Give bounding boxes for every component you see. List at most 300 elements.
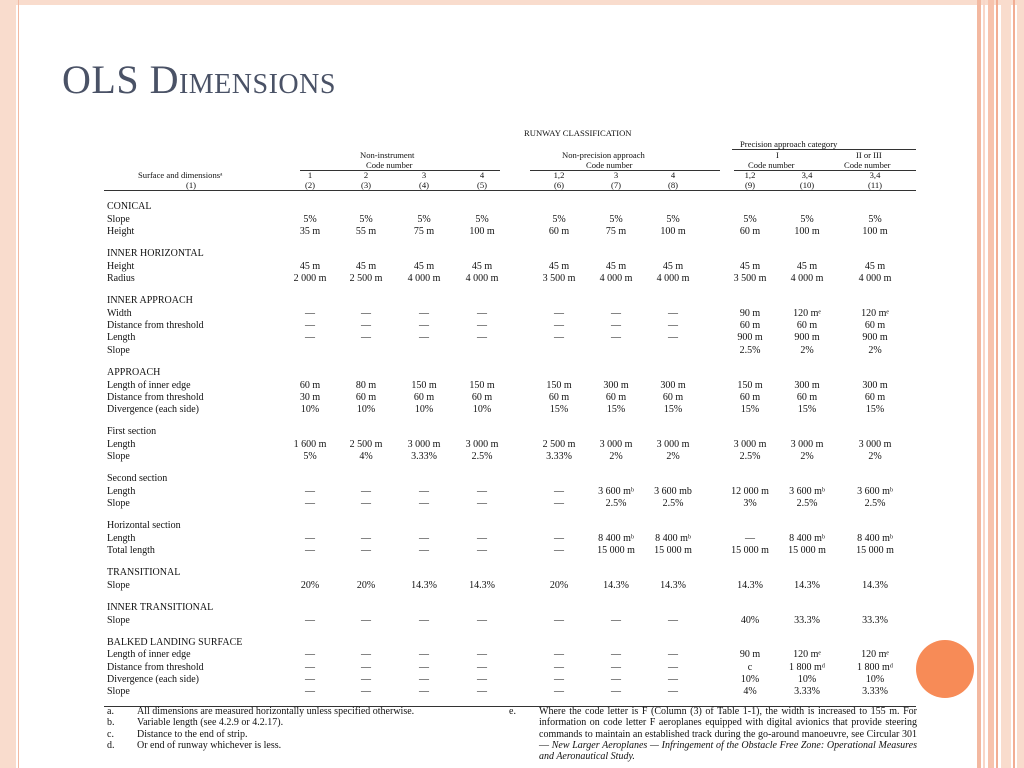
- table-cell: —: [668, 674, 678, 685]
- table-cell: —: [611, 320, 621, 331]
- footnote-mark: e.: [509, 706, 516, 717]
- header-rule: [732, 149, 916, 150]
- row-label: Slope: [107, 580, 130, 591]
- table-cell: —: [419, 674, 429, 685]
- table-cell: 2.5%: [739, 345, 761, 356]
- table-cell: —: [554, 649, 564, 660]
- table-cell: —: [611, 332, 621, 343]
- table-cell: —: [554, 674, 564, 685]
- table-cell: 120 mᵉ: [861, 649, 889, 660]
- table-cell: 4%: [743, 686, 757, 697]
- table-cell: —: [419, 308, 429, 319]
- table-cell: 60 m: [299, 380, 321, 391]
- table-cell: 2.5%: [662, 498, 684, 509]
- header-column-number: (3): [360, 180, 372, 190]
- header-column-number: (10): [799, 180, 815, 190]
- table-cell: 3 600 mᵇ: [598, 486, 634, 497]
- table-cell: —: [305, 545, 315, 556]
- table-cell: 5%: [800, 214, 814, 225]
- table-cell: 5%: [868, 214, 882, 225]
- row-label: Height: [107, 261, 135, 272]
- table-cell: 2.5%: [605, 498, 627, 509]
- table-cell: 15%: [663, 404, 683, 415]
- row-label: Slope: [107, 345, 130, 356]
- row-label: Length of inner edge: [107, 380, 191, 391]
- section-heading: CONICAL: [107, 201, 152, 212]
- table-cell: 5%: [303, 214, 317, 225]
- slide-stripe: [996, 0, 998, 768]
- table-cell: —: [361, 674, 371, 685]
- table-cell: 45 m: [796, 261, 818, 272]
- table-cell: 4 000 m: [858, 273, 892, 284]
- header-code: 3: [421, 170, 427, 180]
- header-code: 4: [670, 170, 676, 180]
- table-cell: 3 000 m: [407, 439, 441, 450]
- row-label: Divergence (each side): [107, 674, 199, 685]
- row-label: Length: [107, 486, 136, 497]
- table-cell: —: [305, 486, 315, 497]
- table-cell: 45 m: [605, 261, 627, 272]
- table-cell: 900 m: [862, 332, 888, 343]
- table-cell: 60 m: [739, 226, 761, 237]
- table-cell: 120 mᵉ: [861, 308, 889, 319]
- section-heading: INNER TRANSITIONAL: [107, 602, 214, 613]
- row-label: Length: [107, 533, 136, 544]
- footnote-text: Variable length (see 4.2.9 or 4.2.17).: [137, 717, 284, 729]
- table-cell: 4 000 m: [656, 273, 690, 284]
- table-cell: 5%: [417, 214, 431, 225]
- slide-stripe: [1001, 0, 1011, 768]
- header-column-number: (6): [553, 180, 565, 190]
- table-cell: 1 800 mᵈ: [857, 662, 893, 673]
- table-cell: 5%: [609, 214, 623, 225]
- table-cell: 3.33%: [546, 451, 572, 462]
- section-heading: INNER APPROACH: [107, 295, 193, 306]
- table-cell: 75 m: [413, 226, 435, 237]
- table-cell: 10%: [797, 674, 817, 685]
- footnote: [107, 740, 281, 751]
- table-cell: 3 600 mb: [654, 486, 692, 497]
- table-cell: 33.3%: [794, 615, 820, 626]
- table-cell: 45 m: [662, 261, 684, 272]
- table-cell: 2%: [868, 451, 882, 462]
- row-label: Radius: [107, 273, 135, 284]
- header-column-number: (8): [667, 180, 679, 190]
- table-cell: —: [668, 332, 678, 343]
- row-label: Length of inner edge: [107, 649, 191, 660]
- table-cell: 3%: [743, 498, 757, 509]
- table-cell: 15%: [606, 404, 626, 415]
- table-cell: 45 m: [299, 261, 321, 272]
- table-cell: 2 500 m: [542, 439, 576, 450]
- table-cell: 80 m: [355, 380, 377, 391]
- table-cell: —: [611, 649, 621, 660]
- table-cell: —: [477, 649, 487, 660]
- table-cell: —: [477, 486, 487, 497]
- table-cell: 3 600 mᵇ: [789, 486, 825, 497]
- table-cell: —: [477, 498, 487, 509]
- row-label: Slope: [107, 451, 130, 462]
- table-cell: 5%: [666, 214, 680, 225]
- table-cell: 15 000 m: [654, 545, 692, 556]
- row-label: Distance from threshold: [107, 320, 204, 331]
- header-code: 3: [613, 170, 619, 180]
- slide-frame-top: [0, 0, 1024, 5]
- table-cell: 3.33%: [411, 451, 437, 462]
- table-cell: 300 m: [603, 380, 629, 391]
- table-cell: 75 m: [605, 226, 627, 237]
- table-cell: 8 400 mᵇ: [598, 533, 634, 544]
- table-cell: —: [419, 332, 429, 343]
- table-cell: —: [611, 662, 621, 673]
- table-cell: 8 400 mᵇ: [789, 533, 825, 544]
- footnote-mark: a.: [107, 706, 114, 717]
- header-code: 3,4: [869, 170, 881, 180]
- table-cell: c: [747, 662, 753, 673]
- footnote-mark: c.: [107, 728, 114, 740]
- table-cell: —: [361, 533, 371, 544]
- table-cell: —: [554, 486, 564, 497]
- header-column-number: (5): [476, 180, 488, 190]
- table-cell: 10%: [472, 404, 492, 415]
- table-cell: 100 m: [862, 226, 888, 237]
- table-cell: —: [554, 308, 564, 319]
- table-cell: —: [361, 615, 371, 626]
- table-cell: 60 m: [796, 320, 818, 331]
- table-cell: 15%: [865, 404, 885, 415]
- table-cell: —: [477, 533, 487, 544]
- slide-stripe: [983, 0, 985, 768]
- table-cell: 3 000 m: [465, 439, 499, 450]
- table-cell: —: [745, 533, 755, 544]
- table-cell: 55 m: [355, 226, 377, 237]
- row-label: Slope: [107, 686, 130, 697]
- table-cell: 60 m: [796, 392, 818, 403]
- table-cell: 14.3%: [660, 580, 686, 591]
- table-cell: —: [477, 686, 487, 697]
- row-label: Length: [107, 332, 136, 343]
- header-non-instrument: Non-instrument: [360, 150, 415, 160]
- table-cell: 2%: [868, 345, 882, 356]
- header-column-number: (11): [868, 180, 882, 190]
- header-column-number: (2): [304, 180, 316, 190]
- table-cell: —: [554, 615, 564, 626]
- header-code: 1,2: [744, 170, 756, 180]
- table-cell: 12 000 m: [731, 486, 769, 497]
- table-cell: —: [361, 686, 371, 697]
- table-cell: —: [361, 498, 371, 509]
- table-cell: —: [668, 615, 678, 626]
- table-cell: —: [668, 662, 678, 673]
- table-cell: 300 m: [862, 380, 888, 391]
- table-cell: 15 000 m: [731, 545, 769, 556]
- table-cell: —: [305, 615, 315, 626]
- table-cell: 3 000 m: [599, 439, 633, 450]
- table-cell: 900 m: [794, 332, 820, 343]
- table-cell: —: [419, 686, 429, 697]
- table-cell: —: [419, 649, 429, 660]
- footnote-text: Distance to the end of strip.: [137, 728, 248, 740]
- table-cell: 100 m: [469, 226, 495, 237]
- table-cell: 20%: [356, 580, 376, 591]
- table-cell: 14.3%: [737, 580, 763, 591]
- header-surface-label: Surface and dimensionsᵃ: [138, 170, 223, 180]
- header-column-number: (9): [744, 180, 756, 190]
- table-cell: 45 m: [471, 261, 493, 272]
- header-cat-i-code: Code number: [748, 160, 795, 170]
- table-cell: 90 m: [739, 649, 761, 660]
- row-label: Height: [107, 226, 135, 237]
- table-cell: —: [305, 674, 315, 685]
- table-cell: —: [668, 308, 678, 319]
- table-cell: 3 000 m: [656, 439, 690, 450]
- table-cell: 150 m: [546, 380, 572, 391]
- header-code: 1: [307, 170, 313, 180]
- table-cell: —: [419, 498, 429, 509]
- table-cell: 150 m: [469, 380, 495, 391]
- table-cell: 4%: [359, 451, 373, 462]
- header-column-number: (4): [418, 180, 430, 190]
- table-cell: 60 m: [864, 392, 886, 403]
- header-bottom-rule: [104, 190, 916, 191]
- table-cell: 100 m: [794, 226, 820, 237]
- footnote-text: Or end of runway whichever is less.: [137, 739, 282, 751]
- table-cell: 2 000 m: [293, 273, 327, 284]
- footnote-text: All dimensions are measured horizontally unless specified otherwise.: [137, 706, 415, 717]
- header-precision-category: Precision approach category: [740, 139, 838, 149]
- section-heading: INNER HORIZONTAL: [107, 248, 204, 259]
- table-cell: 15 000 m: [788, 545, 826, 556]
- table-cell: 60 m: [355, 392, 377, 403]
- slide-frame-left-line: [18, 0, 19, 768]
- header-code: 4: [479, 170, 485, 180]
- table-cell: —: [361, 662, 371, 673]
- header-code: 1,2: [553, 170, 565, 180]
- table-cell: 150 m: [737, 380, 763, 391]
- table-cell: —: [419, 486, 429, 497]
- slide-stripe: [988, 0, 994, 768]
- table-cell: —: [611, 308, 621, 319]
- table-cell: 3 500 m: [542, 273, 576, 284]
- table-cell: —: [477, 545, 487, 556]
- table-cell: 15%: [549, 404, 569, 415]
- table-cell: 5%: [359, 214, 373, 225]
- table-cell: 100 m: [660, 226, 686, 237]
- table-cell: —: [361, 486, 371, 497]
- table-cell: 2.5%: [796, 498, 818, 509]
- table-cell: 14.3%: [411, 580, 437, 591]
- table-cell: 60 m: [548, 392, 570, 403]
- table-cell: —: [554, 332, 564, 343]
- row-label: Divergence (each side): [107, 404, 199, 415]
- slide-stripe: [977, 0, 981, 768]
- section-heading: Second section: [107, 473, 168, 484]
- table-cell: 45 m: [548, 261, 570, 272]
- table-cell: 4 000 m: [599, 273, 633, 284]
- footnote: [107, 706, 414, 717]
- table-cell: —: [361, 308, 371, 319]
- table-cell: —: [419, 615, 429, 626]
- header-code: 2: [363, 170, 369, 180]
- table-cell: —: [477, 308, 487, 319]
- header-non-instrument-code: Code number: [366, 160, 413, 170]
- table-cell: 10%: [356, 404, 376, 415]
- footnote-mark: b.: [107, 717, 115, 729]
- table-cell: —: [305, 498, 315, 509]
- table-cell: 20%: [300, 580, 320, 591]
- table-cell: 300 m: [660, 380, 686, 391]
- table-cell: —: [554, 545, 564, 556]
- table-cell: 1 600 m: [293, 439, 327, 450]
- table-cell: —: [305, 649, 315, 660]
- table-cell: 14.3%: [603, 580, 629, 591]
- section-heading: Horizontal section: [107, 520, 181, 531]
- table-cell: 8 400 mᵇ: [655, 533, 691, 544]
- table-cell: 2.5%: [471, 451, 493, 462]
- table-cell: —: [668, 320, 678, 331]
- header-cat-i: I: [776, 150, 779, 160]
- table-cell: —: [477, 332, 487, 343]
- table-cell: 2 500 m: [349, 273, 383, 284]
- table-cell: 5%: [303, 451, 317, 462]
- table-cell: —: [305, 332, 315, 343]
- slide-frame-left: [0, 0, 16, 768]
- row-label: Distance from threshold: [107, 662, 204, 673]
- table-cell: 33.3%: [862, 615, 888, 626]
- table-cell: —: [419, 545, 429, 556]
- table-cell: 2%: [800, 451, 814, 462]
- table-cell: 3 500 m: [733, 273, 767, 284]
- table-cell: 15 000 m: [856, 545, 894, 556]
- table-cell: 30 m: [299, 392, 321, 403]
- row-label: Slope: [107, 498, 130, 509]
- table-cell: —: [554, 662, 564, 673]
- table-cell: 45 m: [355, 261, 377, 272]
- footnote: [107, 729, 248, 740]
- table-cell: 900 m: [737, 332, 763, 343]
- header-non-precision: Non-precision approach: [562, 150, 645, 160]
- table-cell: —: [668, 686, 678, 697]
- table-cell: —: [554, 498, 564, 509]
- table-cell: —: [554, 533, 564, 544]
- table-cell: —: [305, 308, 315, 319]
- table-cell: 14.3%: [794, 580, 820, 591]
- table-cell: —: [305, 662, 315, 673]
- table-cell: 3 000 m: [790, 439, 824, 450]
- table-cell: 2%: [609, 451, 623, 462]
- section-heading: BALKED LANDING SURFACE: [107, 637, 243, 648]
- table-cell: —: [361, 545, 371, 556]
- table-cell: 2 500 m: [349, 439, 383, 450]
- footnote: [107, 717, 283, 728]
- table-cell: 15%: [740, 404, 760, 415]
- table-cell: 10%: [865, 674, 885, 685]
- table-cell: 10%: [414, 404, 434, 415]
- table-cell: 15 000 m: [597, 545, 635, 556]
- table-cell: 3 000 m: [858, 439, 892, 450]
- table-cell: 4 000 m: [407, 273, 441, 284]
- table-cell: 300 m: [794, 380, 820, 391]
- table-cell: —: [554, 320, 564, 331]
- table-cell: 10%: [740, 674, 760, 685]
- table-cell: 4 000 m: [465, 273, 499, 284]
- row-label: Slope: [107, 615, 130, 626]
- table-cell: 120 mᵉ: [793, 649, 821, 660]
- table-cell: —: [305, 686, 315, 697]
- table-cell: —: [419, 533, 429, 544]
- row-label: Distance from threshold: [107, 392, 204, 403]
- header-runway-classification: RUNWAY CLASSIFICATION: [524, 128, 632, 138]
- footnote-e-italic: New Larger Aeroplanes — Infringement of the Obstacle Free Zone: Operational Measures and Aeronautical Study.: [539, 739, 918, 763]
- header-column-number: (1): [186, 180, 197, 190]
- table-cell: 4 000 m: [790, 273, 824, 284]
- table-cell: 150 m: [411, 380, 437, 391]
- row-label: Slope: [107, 214, 130, 225]
- table-cell: 5%: [475, 214, 489, 225]
- row-label: Total length: [107, 545, 155, 556]
- table-cell: —: [419, 662, 429, 673]
- header-non-precision-code: Code number: [586, 160, 633, 170]
- table-cell: 3.33%: [862, 686, 888, 697]
- table-cell: 60 m: [864, 320, 886, 331]
- footnote-e-text: Where the code letter is F (Column (3) of Table 1-1), the width is increased to 155 m. For information on code letter F aeroplanes equipped with digital avionics that provide steering commands to maintain an established track during the go-around manoeuvre, see Circular 301 —: [539, 706, 917, 751]
- table-cell: 5%: [552, 214, 566, 225]
- table-cell: 45 m: [864, 261, 886, 272]
- table-cell: —: [668, 649, 678, 660]
- table-cell: 35 m: [299, 226, 321, 237]
- table-cell: 60 m: [739, 392, 761, 403]
- slide-stripe: [1013, 0, 1015, 768]
- table-cell: —: [361, 332, 371, 343]
- table-cell: 8 400 mᵇ: [857, 533, 893, 544]
- table-cell: 60 m: [662, 392, 684, 403]
- table-cell: —: [611, 674, 621, 685]
- table-cell: 2%: [800, 345, 814, 356]
- table-cell: —: [611, 615, 621, 626]
- row-label: Width: [107, 308, 132, 319]
- table-cell: —: [611, 686, 621, 697]
- section-heading: First section: [107, 426, 157, 437]
- table-cell: —: [477, 615, 487, 626]
- table-cell: 15%: [797, 404, 817, 415]
- table-cell: 60 m: [413, 392, 435, 403]
- slide-title: OLS Dimensions: [62, 57, 336, 102]
- table-cell: 45 m: [739, 261, 761, 272]
- footnote-mark: d.: [107, 739, 115, 751]
- table-cell: 14.3%: [862, 580, 888, 591]
- header-column-number: (7): [610, 180, 622, 190]
- table-cell: 120 mᵉ: [793, 308, 821, 319]
- table-cell: —: [477, 662, 487, 673]
- table-cell: 2%: [666, 451, 680, 462]
- slide-stripe: [1017, 0, 1024, 768]
- table-cell: —: [305, 320, 315, 331]
- table-cell: 3.33%: [794, 686, 820, 697]
- table-cell: —: [305, 533, 315, 544]
- table-cell: 20%: [549, 580, 569, 591]
- header-cat-ii-code: Code number: [844, 160, 891, 170]
- table-cell: 3 000 m: [733, 439, 767, 450]
- table-cell: 1 800 mᵈ: [789, 662, 825, 673]
- table-cell: 45 m: [413, 261, 435, 272]
- table-cell: 60 m: [548, 226, 570, 237]
- table-cell: —: [477, 674, 487, 685]
- table-cell: 60 m: [739, 320, 761, 331]
- section-heading: TRANSITIONAL: [107, 567, 181, 578]
- header-code: 3,4: [801, 170, 813, 180]
- table-cell: 2.5%: [864, 498, 886, 509]
- table-cell: —: [477, 320, 487, 331]
